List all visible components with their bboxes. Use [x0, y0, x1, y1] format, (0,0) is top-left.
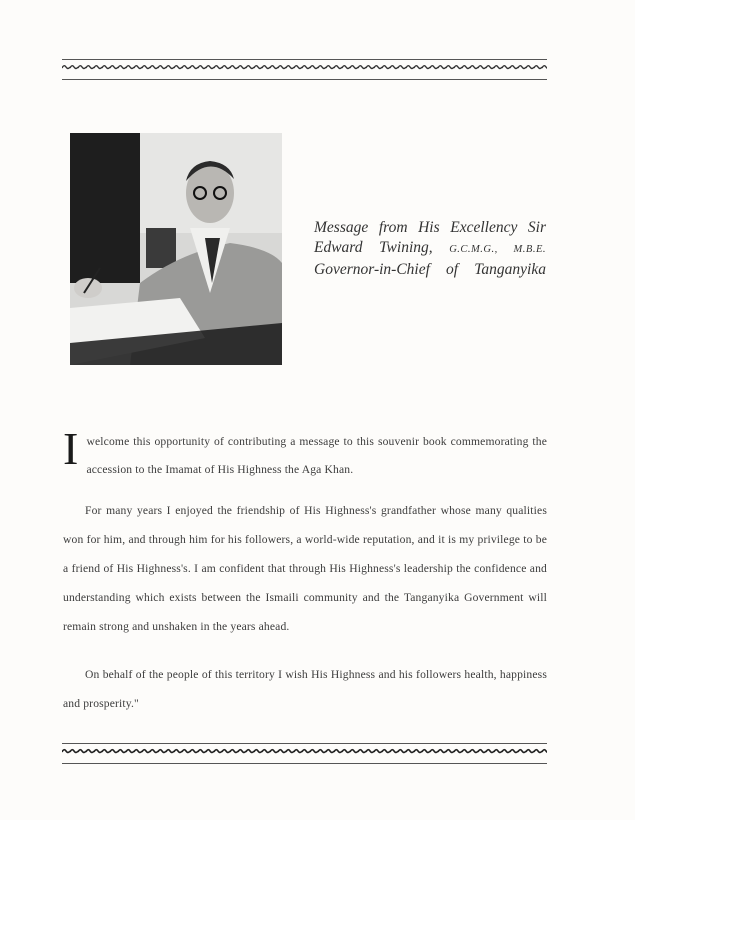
caption-name: Edward Twining, — [314, 239, 433, 256]
wave-ornament — [62, 63, 547, 71]
paragraph-2: For many years I enjoyed the friendship of His Highness's grandfather whose many qualities won for him, and through him for his followers, a world-wide reputation, and it is my privilege to be a friend of His Highness's. I am confident that through His Highness's leadership the confidence and understanding which exists between the Ismaili community and the Tanganyika Government will remain strong and unshaken in the years ahead. — [63, 504, 547, 633]
paragraph-1-text: welcome this opportunity of contributing a message to this souvenir book commemorating the accession to the Imamat of His Highness the Aga Khan. — [86, 435, 547, 476]
caption-line-2 — [314, 238, 546, 260]
rule-line — [62, 763, 547, 764]
rule-line — [62, 743, 547, 744]
top-ornamental-rule — [62, 59, 547, 80]
caption-honours: G.C.M.G., M.B.E. — [449, 244, 546, 255]
paragraph-1 — [63, 423, 547, 484]
wave-ornament — [62, 747, 547, 755]
bottom-ornamental-rule — [62, 743, 547, 764]
photo-caption — [314, 218, 546, 280]
paragraph-3: On behalf of the people of this territory I wish His Highness and his followers health, happiness and prosperity." — [63, 668, 547, 710]
drop-cap: I — [63, 423, 79, 474]
rule-line — [62, 79, 547, 80]
rule-line — [62, 59, 547, 60]
caption-line-3: Governor-in-Chief of Tanganyika — [314, 261, 546, 278]
portrait-photo — [70, 133, 282, 365]
caption-line-1: Message from His Excellency Sir — [314, 219, 546, 236]
